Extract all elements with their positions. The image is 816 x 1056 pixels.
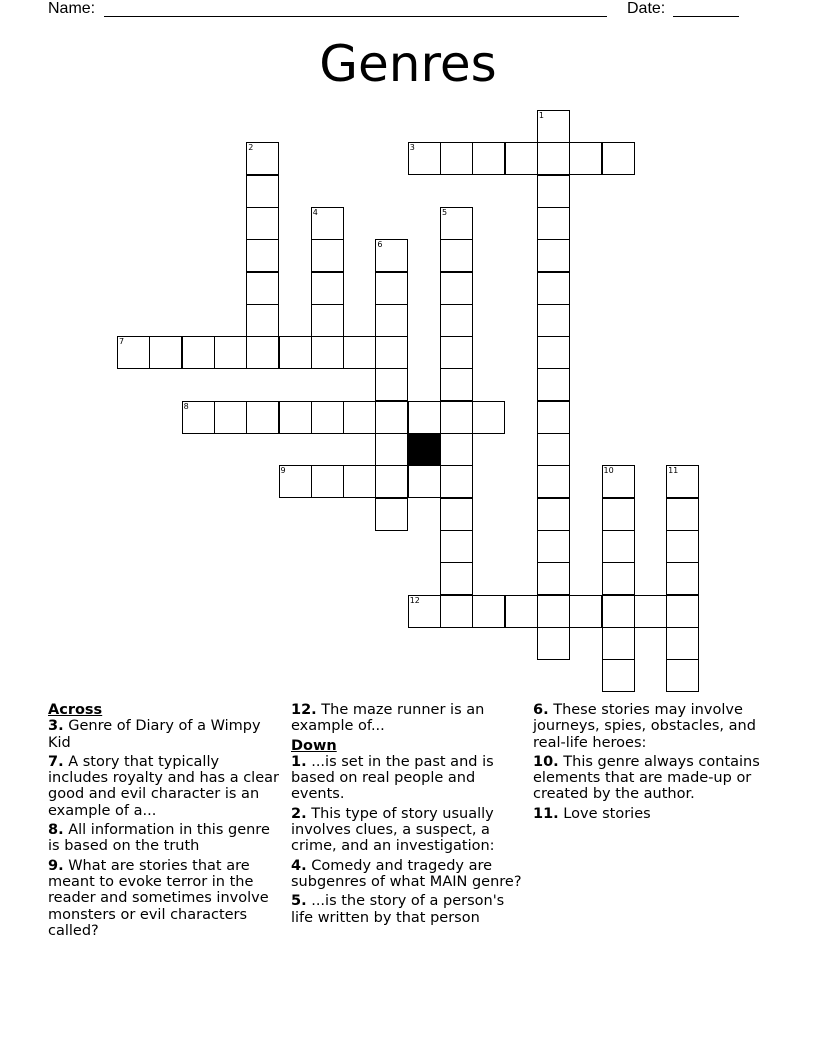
grid-cell[interactable] bbox=[537, 175, 570, 208]
grid-cell[interactable] bbox=[666, 465, 699, 498]
clue-number: 2. bbox=[291, 805, 307, 822]
grid-cell[interactable] bbox=[440, 304, 473, 337]
clue-text: This genre always contains elements that are made-up or created by the author. bbox=[533, 753, 760, 803]
grid-cell[interactable] bbox=[375, 239, 408, 272]
grid-cell[interactable] bbox=[375, 465, 408, 498]
clue-number: 11. bbox=[533, 805, 559, 822]
grid-cell[interactable] bbox=[182, 401, 215, 434]
clue-text: Genre of Diary of a Wimpy Kid bbox=[48, 718, 261, 751]
grid-cell[interactable] bbox=[246, 336, 279, 369]
clues-column-2 bbox=[291, 702, 523, 929]
grid-cell[interactable] bbox=[537, 433, 570, 466]
grid-cell[interactable] bbox=[602, 562, 635, 595]
grid-cell-number: 9 bbox=[280, 466, 286, 476]
grid-cell[interactable] bbox=[408, 465, 441, 498]
grid-cell[interactable] bbox=[666, 498, 699, 531]
grid-cell[interactable] bbox=[537, 368, 570, 401]
clues-column-1 bbox=[48, 702, 280, 942]
grid-cell[interactable] bbox=[440, 239, 473, 272]
grid-cell-number: 12 bbox=[409, 595, 420, 605]
clue-down-10 bbox=[533, 754, 765, 803]
grid-cell[interactable] bbox=[472, 401, 505, 434]
grid-cell[interactable] bbox=[537, 562, 570, 595]
grid-cell[interactable] bbox=[375, 368, 408, 401]
clue-number: 10. bbox=[533, 753, 559, 770]
clue-across-7 bbox=[48, 754, 280, 819]
grid-cell[interactable] bbox=[279, 465, 312, 498]
grid-cell[interactable] bbox=[246, 272, 279, 305]
grid-cell[interactable] bbox=[343, 465, 376, 498]
grid-cell[interactable] bbox=[246, 401, 279, 434]
clue-text: What are stories that are meant to evoke terror in the reader and sometimes involve monsters or evil characters called? bbox=[48, 857, 269, 939]
grid-cell-number: 1 bbox=[538, 111, 544, 120]
grid-cell[interactable] bbox=[117, 336, 150, 369]
grid-cell[interactable] bbox=[149, 336, 182, 369]
date-label: Date: bbox=[627, 0, 666, 17]
grid-cell[interactable] bbox=[537, 465, 570, 498]
grid-cell[interactable] bbox=[440, 595, 473, 628]
grid-cell[interactable] bbox=[440, 368, 473, 401]
grid-cell[interactable] bbox=[408, 142, 441, 175]
grid-cell[interactable] bbox=[214, 401, 247, 434]
grid-cell[interactable] bbox=[214, 336, 247, 369]
clue-number: 1. bbox=[291, 753, 307, 770]
grid-cell[interactable] bbox=[602, 142, 635, 175]
grid-cell[interactable] bbox=[537, 401, 570, 434]
clue-number: 7. bbox=[48, 753, 64, 770]
grid-cell[interactable] bbox=[343, 401, 376, 434]
grid-cell[interactable] bbox=[666, 530, 699, 563]
grid-cell[interactable] bbox=[375, 401, 408, 434]
grid-cell[interactable] bbox=[311, 304, 344, 337]
clue-down-4 bbox=[291, 858, 523, 891]
grid-cell[interactable] bbox=[246, 207, 279, 240]
grid-cell[interactable] bbox=[440, 433, 473, 466]
clue-number: 9. bbox=[48, 857, 64, 874]
grid-cell[interactable] bbox=[472, 595, 505, 628]
grid-cell[interactable] bbox=[311, 401, 344, 434]
clue-text: ...is set in the past and is based on real people and events. bbox=[291, 753, 494, 803]
grid-cell[interactable] bbox=[537, 336, 570, 369]
clue-number: 5. bbox=[291, 893, 307, 910]
grid-cell[interactable] bbox=[375, 433, 408, 466]
grid-cell[interactable] bbox=[375, 304, 408, 337]
grid-cell[interactable] bbox=[246, 239, 279, 272]
grid-cell[interactable] bbox=[569, 142, 602, 175]
grid-cell[interactable] bbox=[602, 530, 635, 563]
clue-down-5 bbox=[291, 893, 523, 926]
page-title: Genres bbox=[319, 35, 497, 93]
across-heading: Across bbox=[48, 702, 103, 718]
grid-cell[interactable] bbox=[279, 401, 312, 434]
grid-cell[interactable] bbox=[440, 207, 473, 240]
grid-cell[interactable] bbox=[311, 336, 344, 369]
clue-across-3 bbox=[48, 718, 280, 751]
clues-column-3 bbox=[533, 702, 765, 825]
grid-cell[interactable] bbox=[666, 595, 699, 628]
grid-cell[interactable] bbox=[537, 304, 570, 337]
grid-cell-number: 4 bbox=[312, 207, 318, 217]
clue-number: 8. bbox=[48, 822, 64, 839]
grid-cell[interactable] bbox=[537, 627, 570, 660]
clue-down-6 bbox=[533, 702, 765, 751]
grid-cell[interactable] bbox=[602, 498, 635, 531]
grid-cell[interactable] bbox=[375, 498, 408, 531]
grid-cell[interactable] bbox=[537, 595, 570, 628]
clue-text: All information in this genre is based on the truth bbox=[48, 822, 270, 855]
grid-cell[interactable] bbox=[440, 498, 473, 531]
grid-cell[interactable] bbox=[311, 465, 344, 498]
grid-cell[interactable] bbox=[440, 530, 473, 563]
grid-cell[interactable] bbox=[666, 562, 699, 595]
clue-across-9 bbox=[48, 858, 280, 939]
clue-down-2 bbox=[291, 806, 523, 855]
grid-cell[interactable] bbox=[602, 465, 635, 498]
grid-cell[interactable] bbox=[343, 336, 376, 369]
grid-cell[interactable] bbox=[440, 465, 473, 498]
clue-text: Comedy and tragedy are subgenres of what MAIN genre? bbox=[291, 857, 522, 890]
grid-cell[interactable] bbox=[505, 142, 538, 175]
grid-cell[interactable] bbox=[246, 175, 279, 208]
grid-cell[interactable] bbox=[408, 401, 441, 434]
grid-cell-number: 10 bbox=[603, 466, 614, 476]
grid-cell[interactable] bbox=[375, 336, 408, 369]
grid-cell-number: 2 bbox=[248, 143, 254, 153]
grid-cell[interactable] bbox=[634, 595, 667, 628]
grid-cell-number: 8 bbox=[183, 401, 189, 411]
name-label: Name: bbox=[48, 0, 96, 17]
grid-cell-number: 3 bbox=[409, 143, 415, 153]
grid-cell-number: 7 bbox=[119, 337, 125, 347]
grid-cell[interactable] bbox=[440, 142, 473, 175]
clue-text: Love stories bbox=[563, 805, 651, 822]
grid-cell[interactable] bbox=[537, 272, 570, 305]
clue-down-1 bbox=[291, 754, 523, 803]
grid-cell[interactable] bbox=[537, 207, 570, 240]
grid-cell[interactable] bbox=[537, 530, 570, 563]
grid-cell[interactable] bbox=[537, 239, 570, 272]
grid-cell[interactable] bbox=[602, 595, 635, 628]
grid-cell[interactable] bbox=[537, 498, 570, 531]
grid-cell[interactable] bbox=[311, 207, 344, 240]
grid-cell[interactable] bbox=[602, 659, 635, 692]
grid-cell[interactable] bbox=[569, 595, 602, 628]
grid-block-cell bbox=[408, 433, 441, 466]
clue-across-8 bbox=[48, 822, 280, 855]
grid-cell[interactable] bbox=[440, 562, 473, 595]
grid-cell[interactable] bbox=[472, 142, 505, 175]
down-heading: Down bbox=[291, 737, 337, 754]
grid-cell[interactable] bbox=[246, 304, 279, 337]
clue-text: The maze runner is an example of... bbox=[291, 702, 485, 735]
grid-cell[interactable] bbox=[537, 110, 570, 143]
grid-cell[interactable] bbox=[375, 272, 408, 305]
clue-text: A story that typically includes royalty and has a clear good and evil character is an example of a... bbox=[48, 753, 279, 819]
grid-cell[interactable] bbox=[182, 336, 215, 369]
grid-cell[interactable] bbox=[311, 272, 344, 305]
grid-cell-number: 6 bbox=[377, 240, 383, 250]
grid-cell[interactable] bbox=[440, 401, 473, 434]
grid-cell[interactable] bbox=[505, 595, 538, 628]
clue-number: 12. bbox=[291, 702, 317, 718]
clue-text: This type of story usually involves clues, a suspect, a crime, and an investigation: bbox=[291, 805, 495, 855]
clue-text: ...is the story of a person's life written by that person bbox=[291, 893, 505, 926]
grid-cell[interactable] bbox=[602, 627, 635, 660]
grid-cell[interactable] bbox=[440, 272, 473, 305]
grid-cell-number: 5 bbox=[442, 207, 448, 217]
grid-cell[interactable] bbox=[408, 595, 441, 628]
grid-cell-number: 11 bbox=[668, 466, 679, 476]
clue-number: 6. bbox=[533, 702, 549, 718]
grid-cell[interactable] bbox=[537, 142, 570, 175]
grid-cell[interactable] bbox=[279, 336, 312, 369]
grid-cell[interactable] bbox=[311, 239, 344, 272]
clue-text: These stories may involve journeys, spies, obstacles, and real-life heroes: bbox=[533, 702, 756, 751]
clue-across-12 bbox=[291, 702, 523, 735]
grid-cell[interactable] bbox=[666, 659, 699, 692]
grid-cell[interactable] bbox=[440, 336, 473, 369]
clue-number: 3. bbox=[48, 718, 64, 735]
clue-number: 4. bbox=[291, 857, 307, 874]
clue-down-11 bbox=[533, 806, 765, 822]
grid-cell[interactable] bbox=[246, 142, 279, 175]
grid-cell[interactable] bbox=[666, 627, 699, 660]
